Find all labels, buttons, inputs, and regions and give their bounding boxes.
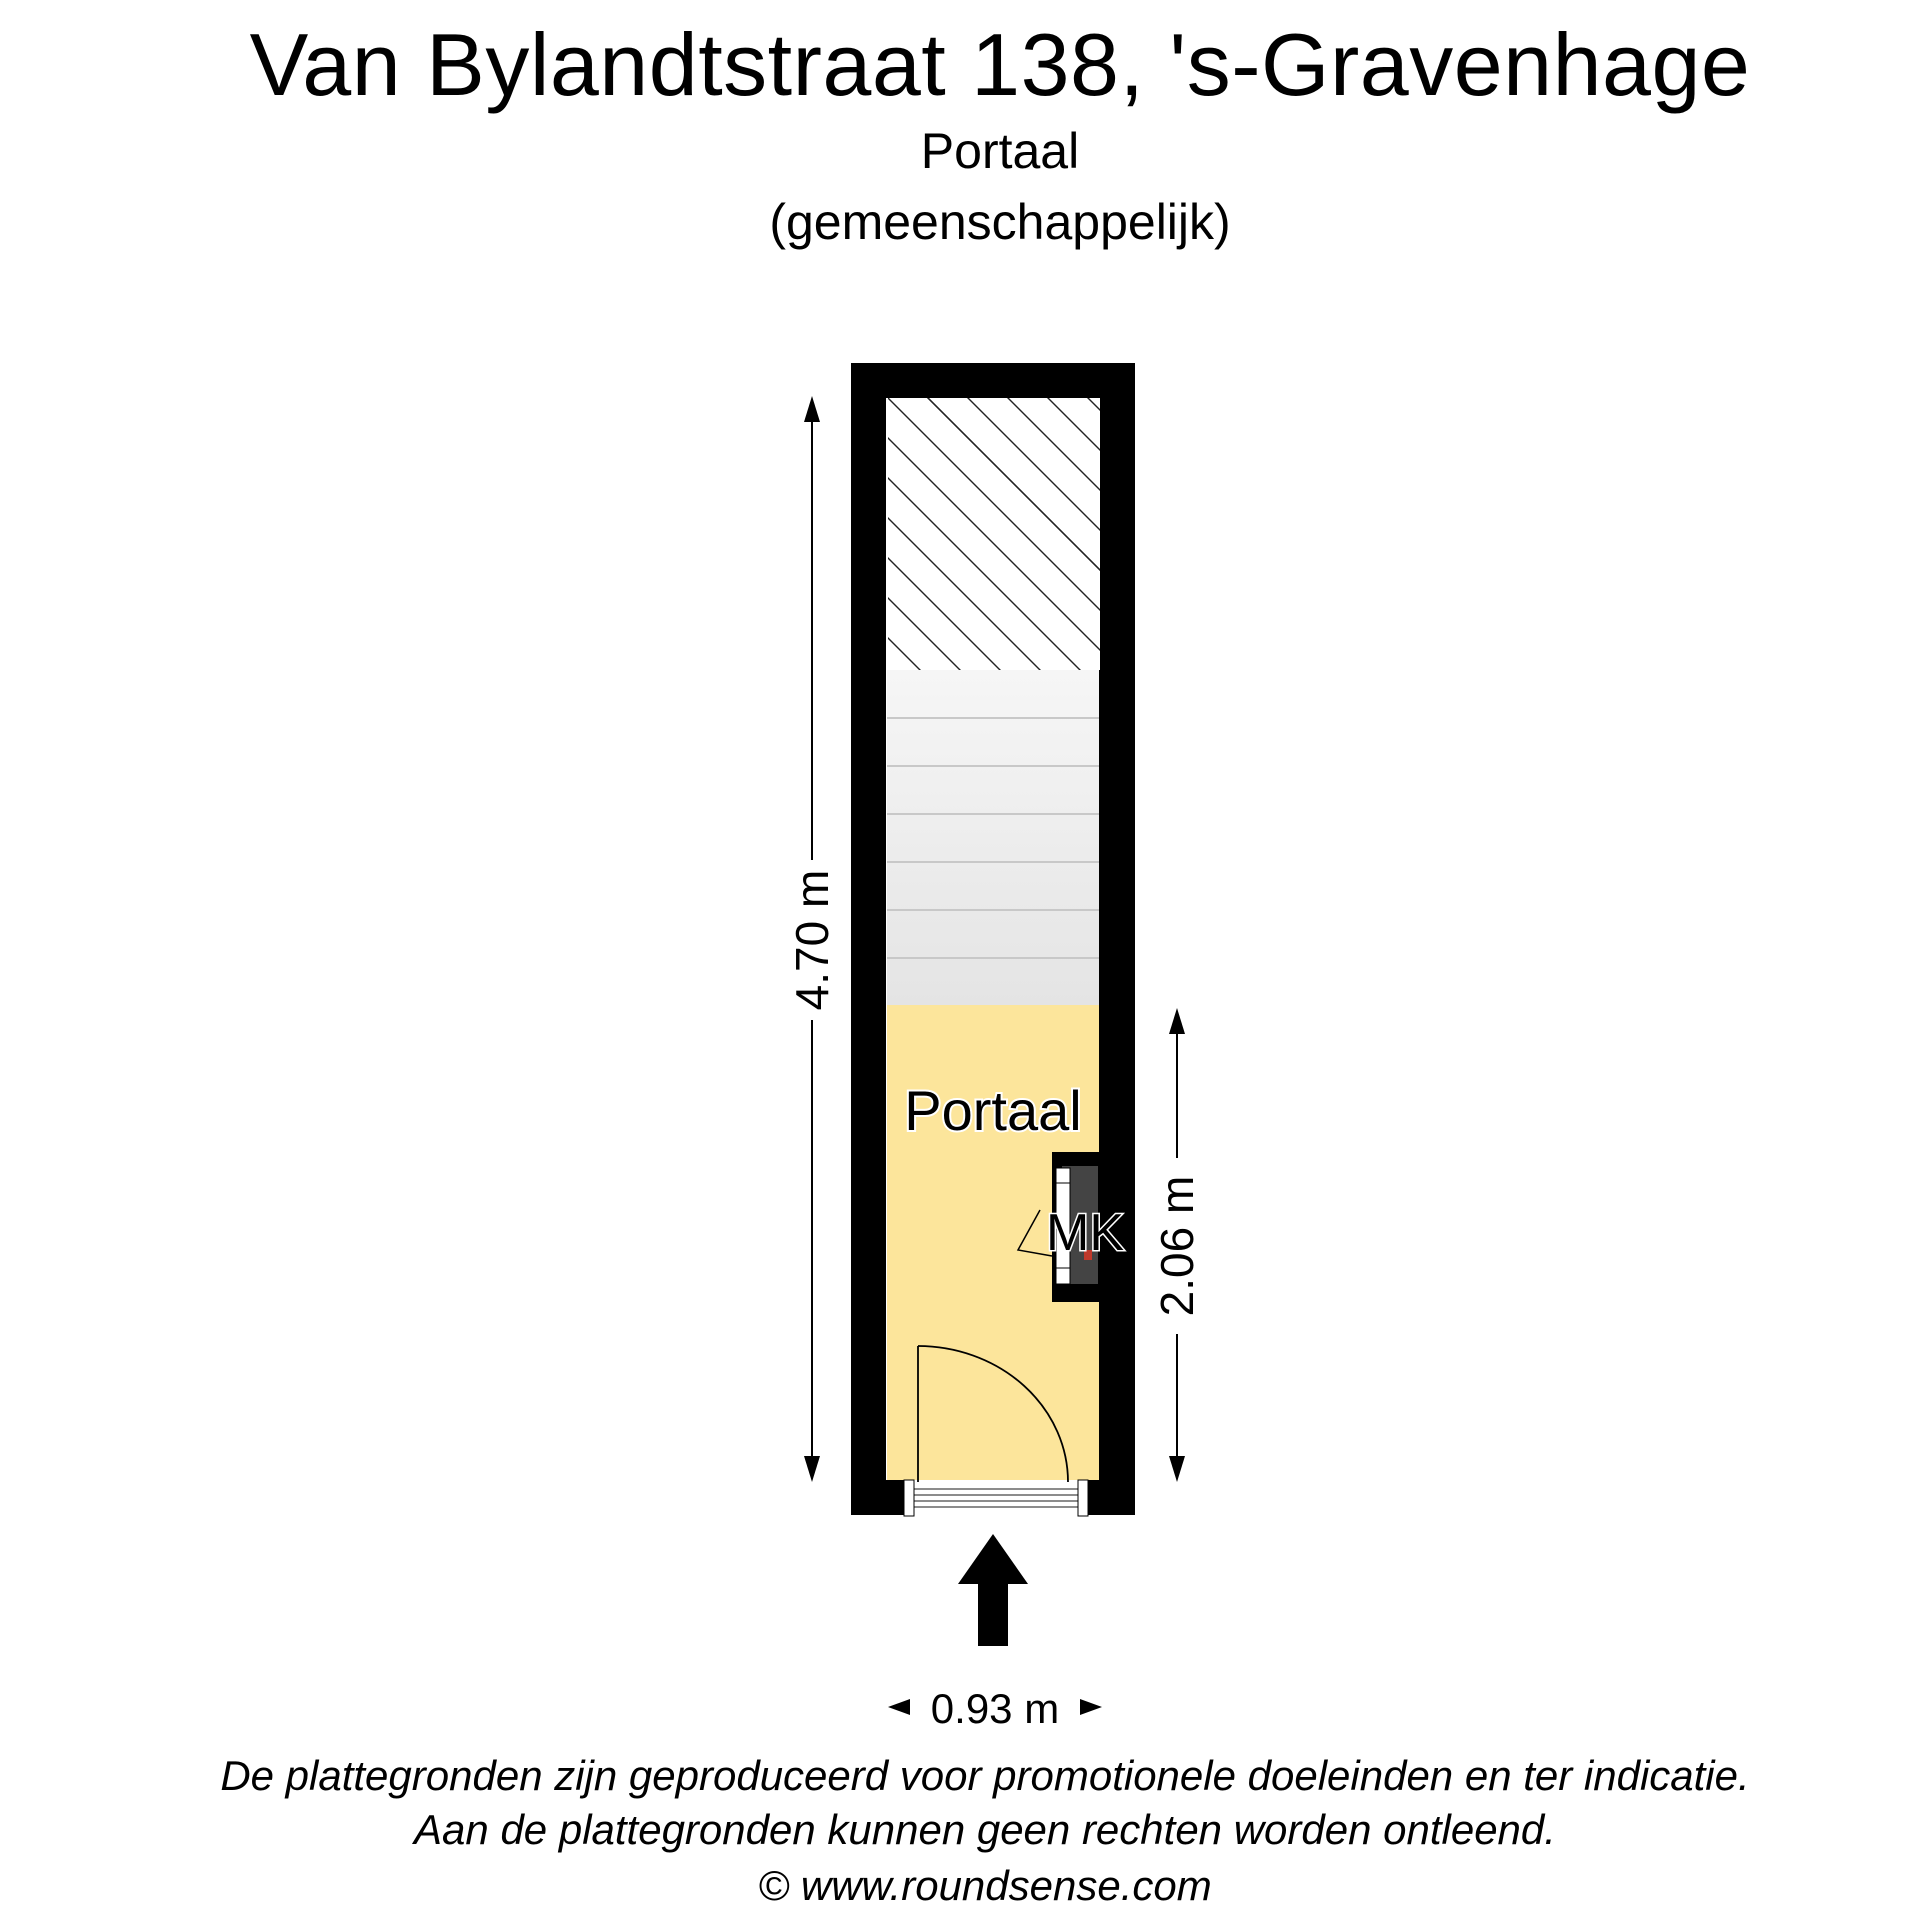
copyright-text: © www.roundsense.com [758, 1862, 1212, 1909]
disclaimer-line-1: De plattegronden zijn geproduceerd voor promotionele doeleinden en ter indicatie. [220, 1752, 1750, 1799]
room-label: Portaal [904, 1079, 1082, 1142]
entrance-arrow-icon [958, 1534, 1028, 1646]
stair-steps [887, 670, 1099, 1008]
plan-subtitle-note: (gemeenschappelijk) [769, 194, 1231, 250]
plan-title: Van Bylandtstraat 138, 's-Gravenhage [249, 15, 1751, 114]
dimension-partial-label: 2.06 m [1151, 1175, 1203, 1317]
dimension-height-label: 4.70 m [786, 869, 838, 1011]
meter-cupboard-label: MK [1046, 1204, 1124, 1262]
disclaimer-line-2: Aan de plattegronden kunnen geen rechten worden ontleend. [414, 1806, 1556, 1853]
dimension-width-label: 0.93 m [930, 1685, 1060, 1732]
plan-subtitle: Portaal [920, 123, 1080, 179]
